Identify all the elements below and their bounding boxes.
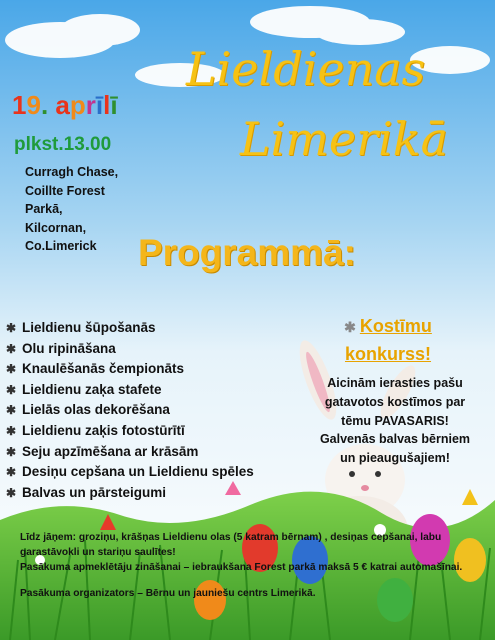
footer-organizers: Pasākuma organizators – Bērnu un jauniešu centrs Limerikā. (20, 588, 316, 600)
program-item-label: Lieldienu zaķa stafete (22, 381, 162, 397)
bullet-star-icon: ✱ (6, 382, 17, 397)
date-letter: a (55, 90, 70, 120)
bullet-star-icon: ✱ (6, 444, 17, 459)
program-list (6, 318, 254, 503)
program-item-label: Desiņu cepšana un Lieldienu spēles (22, 464, 254, 480)
contest-title-line-1: Kostīmu (359, 316, 432, 336)
date-letter: p (69, 90, 86, 120)
program-item-label: Balvas un pārsteigumi (22, 484, 167, 500)
program-item (6, 359, 254, 380)
event-date (12, 90, 118, 121)
title-line-1: Lieldienas (186, 42, 426, 96)
program-item-label: Lieldienu šūpošanās (22, 320, 156, 335)
bullet-star-icon: ✱ (6, 321, 17, 335)
program-item (6, 483, 254, 504)
star-icon: ✱ (344, 319, 356, 335)
date-letter: 1 (12, 90, 27, 120)
program-item-label: Knaulēšanās čempionāts (22, 361, 185, 377)
event-address: Curragh Chase, Coillte Forest Parkā, Kilcornan, Co.Limerick (25, 165, 119, 253)
program-item-label: Lielās olas dekorēšana (22, 402, 170, 418)
program-item (6, 380, 254, 401)
bullet-star-icon: ✱ (6, 403, 17, 418)
date-letter: r (85, 90, 96, 120)
date-letter (48, 90, 55, 121)
program-item-label: Seju apzīmēšana ar krāsām (22, 443, 199, 459)
program-item-label: Lieldienu zaķis fotostūrītī (22, 422, 185, 438)
costume-contest-title (318, 313, 458, 368)
date-letter: . (40, 90, 49, 120)
program-item (6, 421, 254, 442)
date-letter: ī (110, 90, 118, 120)
title-line-2: Limerikā (240, 112, 449, 166)
date-letter: l (103, 90, 111, 120)
program-item-label: Olu ripināšana (22, 340, 116, 356)
bullet-star-icon: ✱ (6, 423, 17, 438)
date-letter: ī (95, 90, 104, 120)
footer-bring: Līdz jāņem: groziņu, krāšņas Lieldienu olas (5 katram bērnam) , desiņas cepšanai, labu garastāvokli un stariņu saulītes! (20, 532, 442, 558)
bullet-star-icon: ✱ (6, 362, 17, 377)
contest-title-line-2: konkurss! (344, 344, 432, 364)
event-time: plkst.13.00 (14, 134, 112, 155)
footer-notice: Pasākuma apmeklētāju zināšanai – iebraukšana Forest parkā maksā 5 € katrai automašīnai. (20, 561, 463, 573)
program-item (6, 442, 254, 463)
program-heading: Programmā: (138, 232, 356, 273)
program-item (6, 339, 254, 360)
program-item (6, 462, 254, 483)
footer-notes (20, 531, 472, 602)
bullet-star-icon: ✱ (6, 485, 17, 500)
bullet-star-icon: ✱ (6, 341, 17, 356)
bullet-star-icon: ✱ (6, 465, 17, 480)
date-letter: 9 (26, 90, 41, 120)
program-item (6, 400, 254, 421)
program-item (6, 318, 254, 339)
contest-invitation: Aicinām ierasties pašu gatavotos kostīmos par tēmu PAVASARIS! Galvenās balvas bērniem un pieaugušajiem! (319, 376, 471, 466)
